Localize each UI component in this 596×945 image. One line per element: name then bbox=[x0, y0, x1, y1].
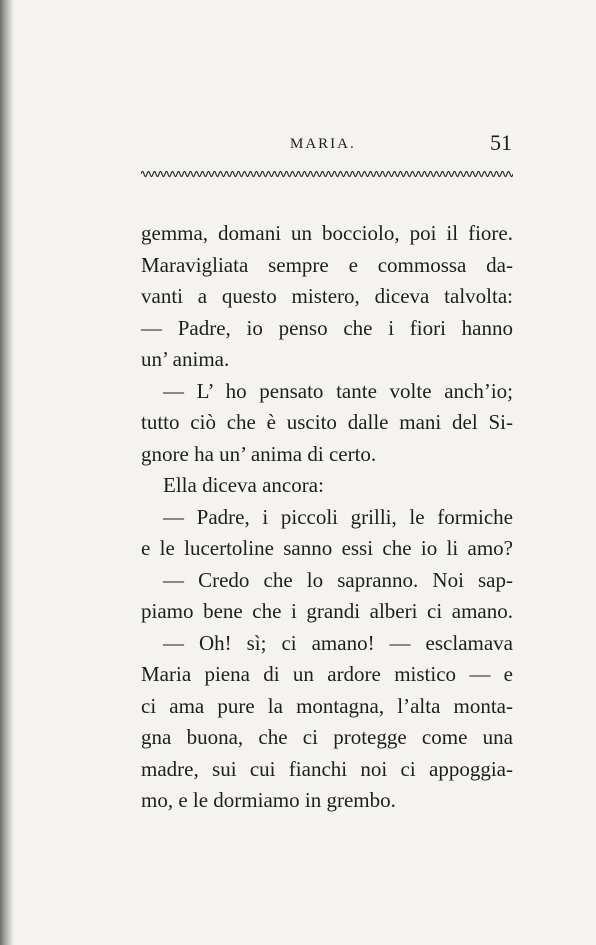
text-line: tutto ciò che è uscito dalle mani del Si- bbox=[141, 410, 513, 434]
text-line: Maravigliata sempre e commossa da- bbox=[141, 252, 513, 277]
text-line: Ella diceva ancora: bbox=[163, 473, 324, 497]
text-line: vanti a questo mistero, diceva talvolta: bbox=[141, 284, 513, 308]
text-line: mo, e le dormiamo in grembo. bbox=[141, 788, 396, 812]
text-line: — Padre, io penso che i fiori hanno bbox=[141, 315, 513, 340]
text-line: gna buona, che ci protegge come una bbox=[141, 725, 513, 749]
decorative-rule-ornament bbox=[141, 168, 513, 180]
text-line: gnore ha un’ anima di certo. bbox=[141, 441, 377, 466]
text-line: Maria piena di un ardore mistico — e bbox=[141, 662, 513, 686]
page-number: 51 bbox=[490, 130, 512, 155]
text-line: — Padre, i piccoli grilli, le formiche bbox=[163, 504, 513, 529]
text-line: — L’ ho pensato tante volte anch’io; bbox=[163, 378, 513, 403]
text-line: madre, sui cui fianchi noi ci appoggia- bbox=[141, 756, 513, 781]
text-line: ci ama pure la montagna, l’alta monta- bbox=[141, 693, 513, 718]
text-line: un’ anima. bbox=[141, 347, 230, 371]
text-line: — Credo che lo sapranno. Noi sap- bbox=[163, 567, 513, 592]
book-spine-edge bbox=[0, 0, 14, 945]
text-line: — Oh! sì; ci amano! — esclamava bbox=[163, 630, 513, 655]
text-line: gemma, domani un bocciolo, poi il fiore. bbox=[141, 221, 513, 245]
running-title: MARIA. bbox=[290, 136, 356, 152]
text-line: piamo bene che i grandi alberi ci amano. bbox=[141, 599, 513, 623]
body-text bbox=[141, 218, 513, 817]
text-line: e le lucertoline sanno essi che io li amo? bbox=[141, 536, 513, 560]
page-header bbox=[140, 130, 512, 160]
